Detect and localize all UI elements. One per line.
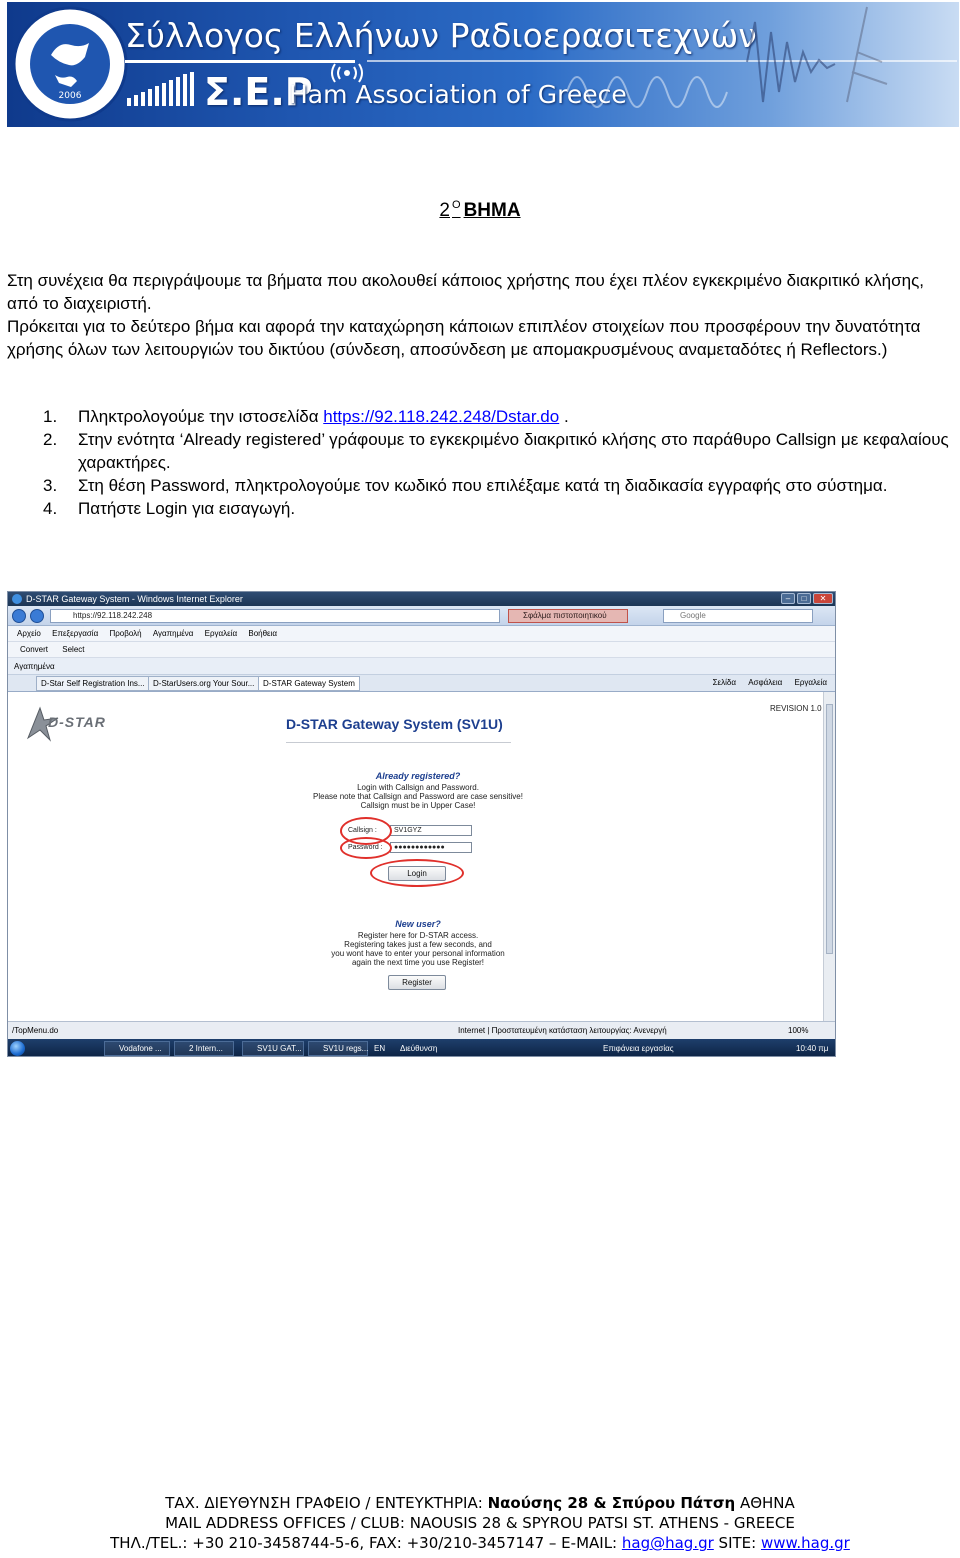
- footer-phone-fax: ΤΗΛ./TEL.: +30 210-3458744-5-6, FAX: +30/210-3457147 – E-MAIL:: [110, 1534, 622, 1552]
- web-page-content: [8, 692, 824, 1021]
- steps-list: [7, 405, 953, 520]
- convert-button[interactable]: Convert: [20, 645, 49, 654]
- close-icon[interactable]: ✕: [813, 593, 833, 604]
- tab-strip: [8, 675, 835, 692]
- instruction-line: Callsign must be in Upper Case!: [360, 801, 476, 810]
- gateway-link[interactable]: https://92.118.242.248/Dstar.do: [323, 407, 560, 426]
- footer-street: Ναούσης 28 & Σπύρου Πάτση: [487, 1494, 736, 1512]
- step-heading: [0, 199, 960, 222]
- new-user-heading: New user?: [395, 919, 441, 929]
- menu-bar: [8, 626, 835, 642]
- status-url: /TopMenu.do: [12, 1026, 59, 1035]
- banner-english-name: Ham Association of Greece: [289, 80, 627, 109]
- callsign-input[interactable]: SV1GYZ: [390, 825, 472, 836]
- footer-address-english: MAIL ADDRESS OFFICES / CLUB: NAOUSIS 28 & SPYROU PATSI ST. ATHENS - GREECE: [165, 1514, 795, 1532]
- password-input[interactable]: ●●●●●●●●●●●●: [390, 842, 472, 853]
- tab-self-registration[interactable]: D-Star Self Registration Ins...: [36, 676, 150, 691]
- list-text: Πατήστε Login για εισαγωγή.: [78, 499, 296, 518]
- instruction-line: Login with Callsign and Password.: [357, 783, 479, 792]
- footer-city: ΑΘΗΝΑ: [735, 1494, 795, 1512]
- address-bar-row: [8, 606, 835, 626]
- intro-paragraph-1: Στη συνέχεια θα περιγράψουμε τα βήματα που ακολουθεί κάποιος χρήστης που έχει πλέον εγκεκριμένο διακριτικό κλήσης, από το διαχειριστή.: [7, 271, 924, 313]
- ie-logo-icon: [12, 594, 22, 604]
- forward-icon[interactable]: [30, 609, 44, 623]
- signal-bars-icon: [125, 72, 205, 106]
- taskbar-item[interactable]: 2 Intern...: [174, 1041, 234, 1056]
- list-item: [7, 428, 953, 474]
- step-number: 2: [439, 200, 450, 221]
- list-number: 4.: [43, 499, 58, 518]
- address-input[interactable]: https://92.118.242.248: [50, 609, 500, 623]
- intro-paragraph-2: Πρόκειται για το δεύτερο βήμα και αφορά την καταχώρηση κάποιων επιπλέον στοιχείων που προσφέρουν την δυνατότητα χρήσης όλων των λειτουργιών του δικτύου (σύνδεση, αποσύνδεση με απομακρυσμένους αναμεταδότες ή Reflectors.): [7, 317, 921, 359]
- login-button[interactable]: Login: [388, 866, 446, 881]
- list-text-after: .: [559, 407, 569, 426]
- tab-gateway-system[interactable]: D-STAR Gateway System: [258, 676, 360, 691]
- footer-contacts: [0, 1534, 960, 1552]
- tools-menu[interactable]: Εργαλεία: [794, 678, 827, 687]
- register-line: Register here for D-STAR access.: [357, 931, 479, 940]
- instruction-line: Please note that Callsign and Password are case sensitive!: [313, 792, 523, 801]
- tab-dstarusers[interactable]: D-StarUsers.org Your Sour...: [148, 676, 259, 691]
- login-instructions: [308, 772, 528, 810]
- list-item: [7, 405, 953, 428]
- window-title: D-STAR Gateway System - Windows Internet Explorer: [26, 594, 243, 604]
- status-bar: [8, 1021, 835, 1039]
- list-text: Στη θέση Password, πληκτρολογούμε τον κωδικό που επιλέξαμε κατά τη διαδικασία εγγραφής στο σύστημα.: [78, 476, 888, 495]
- vertical-scrollbar[interactable]: [823, 692, 835, 1021]
- footer-site-link[interactable]: www.hag.gr: [760, 1534, 850, 1552]
- banner-greek-name: Σύλλογος Ελλήνων Ραδιοερασιτεχνών: [125, 16, 757, 55]
- menu-item[interactable]: Βοήθεια: [248, 629, 278, 638]
- search-input[interactable]: Google: [663, 609, 813, 623]
- password-highlight-circle: [340, 837, 392, 859]
- window-title-bar: [8, 592, 835, 606]
- language-indicator[interactable]: EN: [374, 1044, 386, 1053]
- revision-label: REVISION 1.0: [770, 704, 822, 713]
- header-banner: [7, 2, 959, 127]
- page-title: D-STAR Gateway System (SV1U): [286, 716, 503, 732]
- taskbar-item[interactable]: SV1U regs...: [308, 1041, 368, 1056]
- menu-item[interactable]: Αγαπημένα: [152, 629, 194, 638]
- dstar-logo-text: D-STAR: [48, 714, 106, 730]
- step-superscript: Ο: [452, 199, 461, 211]
- register-line: you wont have to enter your personal information: [331, 949, 505, 958]
- desktop-toolbar-label[interactable]: Επιφάνεια εργασίας: [603, 1044, 674, 1053]
- clock: 10:40 πμ: [796, 1044, 829, 1053]
- start-button-icon[interactable]: [10, 1041, 25, 1056]
- footer-address-greek: [0, 1494, 960, 1512]
- list-number: 2.: [43, 430, 58, 449]
- list-item: [7, 474, 953, 497]
- register-line: again the next time you use Register!: [351, 958, 485, 967]
- maximize-icon[interactable]: □: [797, 593, 811, 604]
- login-highlight-circle: [370, 859, 464, 887]
- footer-address-label: ΤΑΧ. ΔΙΕΥΘΥΝΣΗ ΓΡΑΦΕΙΟ / ΕΝΤΕΥΚΤΗΡΙΑ:: [165, 1494, 488, 1512]
- already-registered-heading: Already registered?: [375, 771, 461, 781]
- address-toolbar-label: Διεύθυνση: [400, 1044, 438, 1053]
- minimize-icon[interactable]: –: [781, 593, 795, 604]
- back-icon[interactable]: [12, 609, 26, 623]
- step-word: ΒΗΜΑ: [463, 200, 521, 221]
- list-text: Στην ενότητα ‘Already registered’ γράφουμε το εγκεκριμένο διακριτικό κλήσης στο παράθυρο Callsign με κεφαλαίους χαρακτήρες.: [78, 430, 949, 472]
- taskbar-item[interactable]: SV1U GAT...: [242, 1041, 304, 1056]
- favorites-bar: [8, 658, 835, 675]
- register-button[interactable]: Register: [388, 975, 446, 990]
- safety-menu[interactable]: Ασφάλεια: [748, 678, 783, 687]
- svg-text:2006: 2006: [58, 91, 82, 101]
- list-number: 1.: [43, 407, 58, 426]
- list-item: [7, 497, 953, 520]
- select-button[interactable]: Select: [62, 645, 85, 654]
- menu-item[interactable]: Αρχείο: [17, 629, 41, 638]
- favorites-button[interactable]: Αγαπημένα: [14, 662, 55, 671]
- status-zone: Internet | Προστατευμένη κατάσταση λειτουργίας: Ανενεργή: [458, 1026, 667, 1035]
- password-label: Password :: [348, 844, 383, 851]
- list-number: 3.: [43, 476, 58, 495]
- footer-email-link[interactable]: hag@hag.gr: [621, 1534, 714, 1552]
- browser-screenshot: [7, 591, 836, 1057]
- list-text: Πληκτρολογούμε την ιστοσελίδα: [78, 407, 324, 426]
- association-seal-icon: [11, 5, 129, 123]
- certificate-error-badge[interactable]: Σφάλμα πιστοποιητικού: [508, 609, 628, 623]
- taskbar-item[interactable]: Vodafone ...: [104, 1041, 170, 1056]
- windows-taskbar: [8, 1039, 835, 1057]
- register-instructions: [308, 920, 528, 967]
- menu-item[interactable]: Εργαλεία: [204, 629, 238, 638]
- banner-divider: [125, 60, 355, 63]
- register-line: Registering takes just a few seconds, and: [344, 940, 492, 949]
- zoom-level[interactable]: 100%: [788, 1026, 809, 1035]
- scrollbar-thumb[interactable]: [826, 704, 833, 954]
- menu-item[interactable]: Επεξεργασία: [52, 629, 99, 638]
- banner-abbreviation: Σ.Ε.Ρ: [204, 70, 313, 114]
- page-menu[interactable]: Σελίδα: [712, 678, 736, 687]
- menu-item[interactable]: Προβολή: [109, 629, 142, 638]
- callsign-label: Callsign :: [348, 827, 377, 834]
- footer-site-label: SITE:: [713, 1534, 761, 1552]
- pdf-toolbar: [8, 642, 835, 658]
- signal-waveform-graphic: [567, 2, 959, 127]
- title-divider: [286, 742, 511, 743]
